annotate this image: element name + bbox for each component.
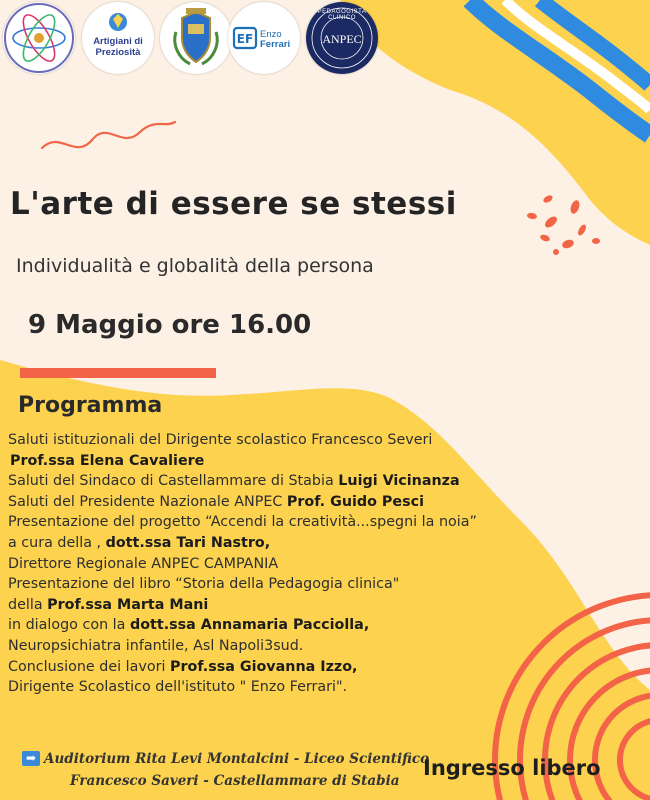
program-item: della Prof.ssa Marta Mani	[8, 596, 209, 613]
anpec-ring-text: PEDAGOGISTA CLINICO	[317, 9, 367, 21]
free-entry-label: Ingresso libero	[423, 756, 601, 780]
coral-squiggle	[42, 122, 175, 148]
event-date: 9 Maggio ore 16.00	[28, 310, 312, 340]
atom-icon	[3, 2, 75, 74]
program-item: Presentazione del progetto “Accendi la creatività...spegni la noia”	[8, 514, 477, 531]
program-item: Direttore Regionale ANPEC CAMPANIA	[8, 555, 279, 572]
program-item: Saluti del Presidente Nazionale ANPEC Prof. Guido Pesci	[8, 493, 424, 510]
crest-icon	[160, 2, 232, 74]
svg-text:EF: EF	[236, 32, 254, 46]
partner-logos	[0, 0, 650, 80]
page-subtitle: Individualità e globalità della persona	[16, 255, 374, 277]
program-item: in dialogo con la dott.ssa Annamaria Pacciolla,	[8, 617, 370, 634]
program-list	[8, 430, 608, 698]
anpec-logo	[306, 2, 378, 74]
venue-line2: Francesco Saveri - Castellammare di Stabia	[70, 773, 400, 789]
artigiani-preziosita-logo	[82, 2, 154, 74]
program-heading: Programma	[18, 393, 163, 418]
program-item: a cura della , dott.ssa Tari Nastro,	[8, 534, 271, 551]
arrow-right-icon: ➡	[22, 751, 40, 766]
program-item: Presentazione del libro “Storia della Pedagogia clinica"	[8, 576, 400, 593]
program-item: Saluti istituzionali del Dirigente scolastico Francesco Severi	[8, 432, 433, 448]
castellammare-crest-logo	[160, 2, 232, 74]
program-item: Neuropsichiatra infantile, Asl Napoli3sud.	[8, 637, 304, 654]
page-title: L'arte di essere se stessi	[10, 186, 457, 222]
science-molecule-logo	[3, 2, 75, 74]
program-item: Conclusione dei lavori Prof.ssa Giovanna Izzo,	[8, 658, 358, 675]
program-item: Prof.ssa Elena Cavaliere	[10, 452, 205, 469]
artigiani-logo-text: Artigiani di Preziosità	[93, 36, 143, 58]
enzo-ferrari-logo	[228, 2, 300, 74]
program-item: Dirigente Scolastico dell'istituto " Enzo Ferrari".	[8, 679, 348, 696]
program-item: Saluti del Sindaco di Castellammare di Stabia Luigi Vicinanza	[8, 473, 460, 490]
event-venue	[22, 748, 429, 792]
accent-bar	[20, 368, 216, 378]
enzo-logo-line1: Enzo	[260, 29, 282, 40]
coral-dots	[527, 194, 600, 255]
anpec-center-text: ANPEC	[322, 32, 362, 46]
ferrari-logo-line2: Ferrari	[260, 39, 291, 50]
venue-line1: Auditorium Rita Levi Montalcini - Liceo Scientifico	[44, 751, 430, 767]
